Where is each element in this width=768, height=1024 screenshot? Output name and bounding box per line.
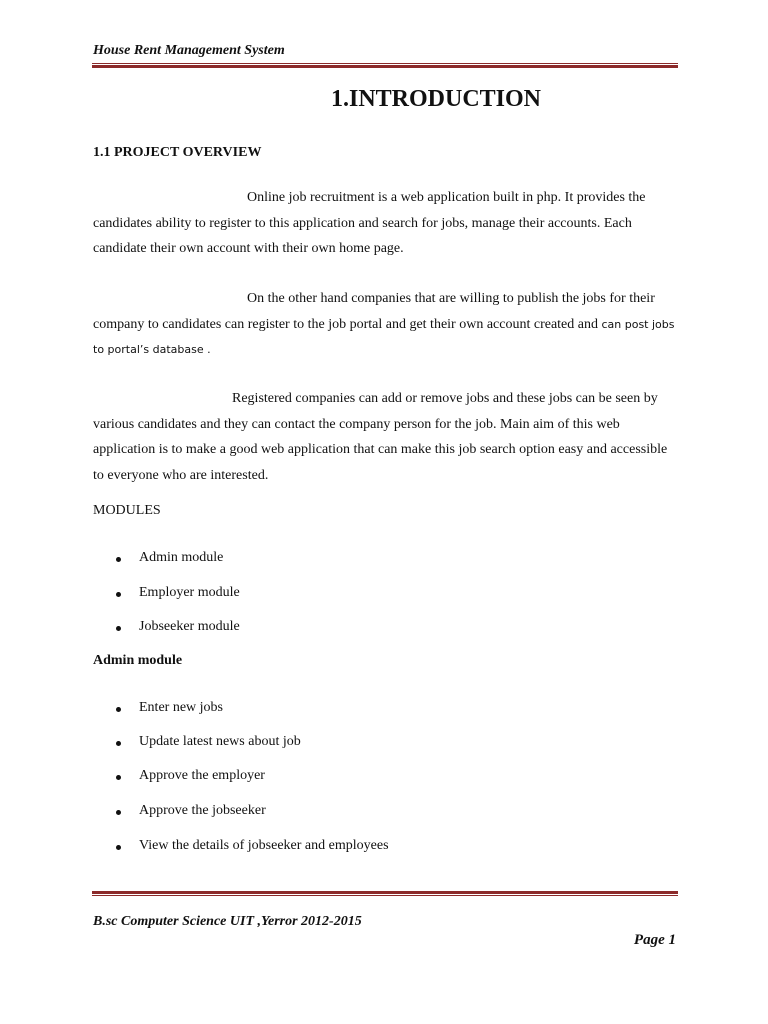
list-item-text: Employer module	[139, 585, 240, 600]
bullet-icon	[116, 845, 121, 850]
admin-module-heading: Admin module	[93, 653, 183, 668]
paragraph-companies-text: On the other hand companies that are willing to publish the jobs for their company to candidates can register to the job portal and get their own account created and	[93, 291, 655, 332]
list-item-text: Approve the jobseeker	[139, 803, 266, 818]
paragraph-overview	[93, 185, 678, 262]
footer-institution: B.sc Computer Science UIT ,Yerror 2012-2015	[93, 914, 362, 929]
header-divider-thin	[92, 63, 678, 64]
bullet-icon	[116, 810, 121, 815]
header-divider-thick	[92, 65, 678, 68]
bullet-icon	[116, 775, 121, 780]
modules-label: MODULES	[93, 503, 161, 518]
chapter-title: 1.INTRODUCTION	[330, 86, 542, 112]
list-item-text: Enter new jobs	[139, 700, 223, 715]
list-item-text: Approve the employer	[139, 768, 265, 783]
footer-divider-thin	[92, 895, 678, 896]
footer-divider-thick	[92, 891, 678, 894]
bullet-icon	[116, 707, 121, 712]
bullet-icon	[116, 592, 121, 597]
list-item-text: View the details of jobseeker and employees	[139, 838, 389, 853]
paragraph-overview-text: Online job recruitment is a web application built in php. It provides the candidates ability to register to this application and search for jobs, manage their accounts. Each candidate their own account with their own home page.	[93, 190, 646, 256]
bullet-icon	[116, 741, 121, 746]
bullet-icon	[116, 626, 121, 631]
list-item-text: Jobseeker module	[139, 619, 240, 634]
header-divider	[92, 62, 678, 68]
header-title: House Rent Management System	[93, 43, 285, 58]
list-item-text: Admin module	[139, 550, 224, 565]
paragraph-companies	[93, 286, 678, 363]
footer-divider	[92, 891, 678, 896]
paragraph-registered-text: Registered companies can add or remove jobs and these jobs can be seen by various candidates and they can contact the company person for the job. Main aim of this web application is to make a good web application that can make this job search option easy and accessible to everyone who are interested.	[93, 391, 668, 483]
paragraph-registered	[93, 386, 678, 488]
bullet-icon	[116, 557, 121, 562]
section-heading: 1.1 PROJECT OVERVIEW	[93, 145, 262, 160]
paragraph-companies-tail: can post jobs to portal’s database .	[93, 317, 675, 356]
page-number: Page 1	[633, 932, 676, 948]
list-item-text: Update latest news about job	[139, 734, 301, 749]
